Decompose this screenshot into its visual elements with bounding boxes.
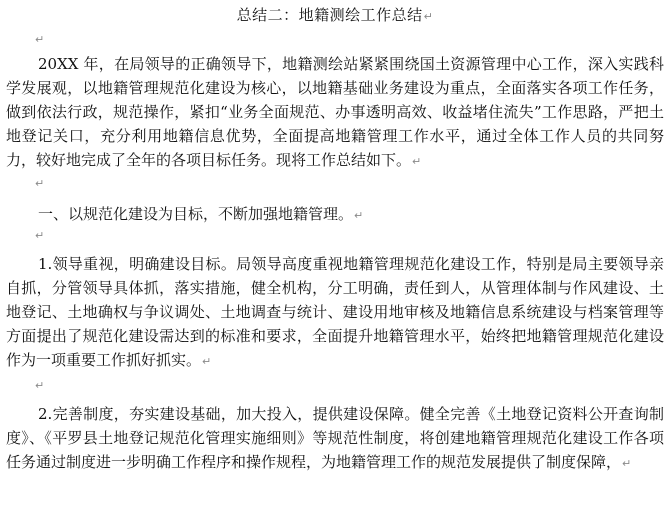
paragraph-mark-icon: ↵ bbox=[622, 457, 632, 470]
paragraph-mark-icon: ↵ bbox=[423, 10, 434, 23]
document-title: 总结二：地籍测绘工作总结 bbox=[236, 6, 423, 24]
document-title-line bbox=[0, 5, 670, 27]
section-heading-text: 一、以规范化建设为目标，不断加强地籍管理。 bbox=[38, 205, 354, 223]
intro-paragraph bbox=[6, 52, 664, 174]
empty-paragraph-mark-icon: ↵ bbox=[35, 229, 45, 242]
item-1-paragraph bbox=[6, 252, 664, 374]
empty-paragraph-mark-icon: ↵ bbox=[35, 379, 45, 392]
item-1-text: 1.领导重视，明确建设目标。局领导高度重视地籍管理规范化建设工作，特别是局主要领导亲自抓，分管领导具体抓，落实措施，健全机构，分工明确，责任到人，从管理体制与作风建设、土地登记、土地确权与争议调处、土地调查与统计、建设用地审核及地籍信息系统建设与档案管理等方面提出了规范化建设需达到的标准和要求，全面提升地籍管理水平，始终把地籍管理规范化建设作为一项重要工作抓好抓实。 bbox=[6, 255, 664, 369]
section-heading bbox=[38, 202, 363, 228]
empty-paragraph-mark-icon: ↵ bbox=[35, 177, 45, 190]
intro-text: 20XX 年，在局领导的正确领导下，地籍测绘站紧紧围绕国土资源管理中心工作，深入实践科学发展观，以地籍管理规范化建设为核心，以地籍基础业务建设为重点，全面落实各项工作任务，做到依法行政，规范操作，紧扣“业务全面规范、办事透明高效、收益堵住流失”工作思路，严把土地登记关口，充分利用地籍信息优势，全面提高地籍管理工作水平，通过全体工作人员的共同努力，较好地完成了全年的各项目标任务。现将工作总结如下。 bbox=[6, 55, 664, 169]
item-2-text: 2.完善制度，夯实建设基础，加大投入，提供建设保障。健全完善《土地登记资料公开查询制度》、《平罗县土地登记规范化管理实施细则》等规范性制度，将创建地籍管理规范化建设工作各项任务通过制度进一步明确工作程序和操作规程，为地籍管理工作的规范发展提供了制度保障， bbox=[6, 405, 664, 471]
paragraph-mark-icon: ↵ bbox=[202, 355, 212, 368]
item-2-paragraph bbox=[6, 402, 664, 476]
empty-paragraph-mark-icon: ↵ bbox=[35, 33, 45, 46]
paragraph-mark-icon: ↵ bbox=[354, 209, 364, 222]
paragraph-mark-icon: ↵ bbox=[412, 155, 422, 168]
